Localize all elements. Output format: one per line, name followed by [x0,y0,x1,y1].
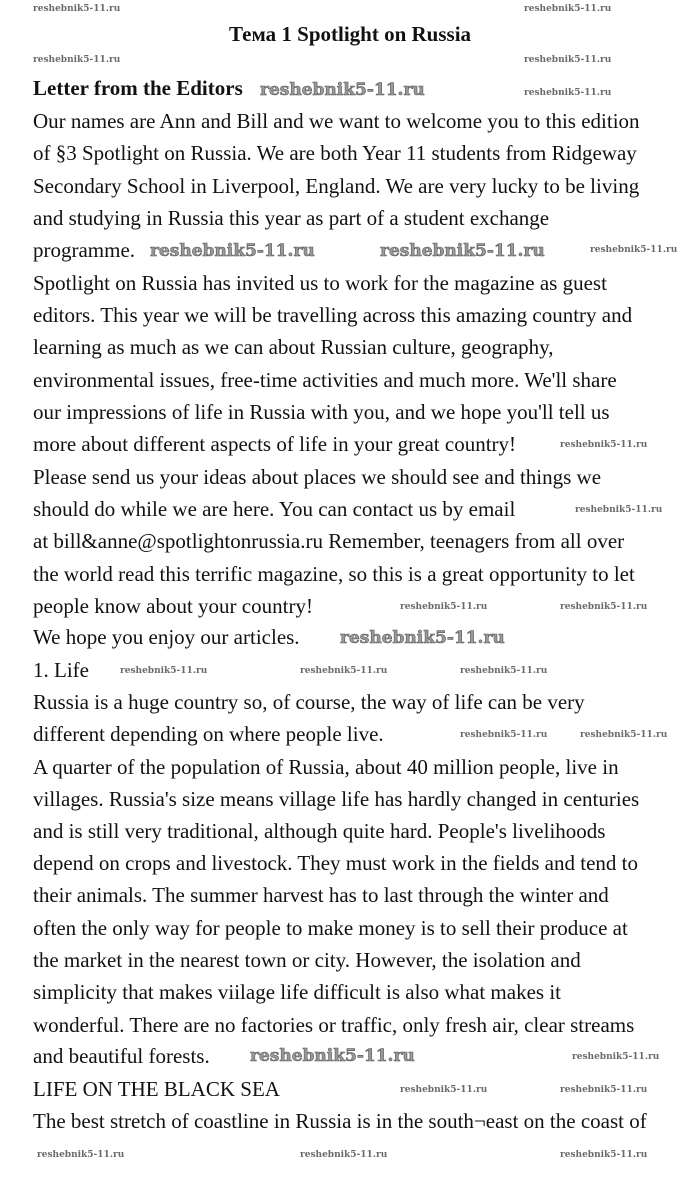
text-line: should do while we are here. You can contact us by email [33,497,516,521]
text-line: environmental issues, free-time activities and much more. We'll share [33,368,617,392]
text-line: of §3 Spotlight on Russia. We are both Year 11 students from Ridgeway [33,141,637,165]
watermark: reshebnik5-11.ru [560,1085,648,1095]
watermark: reshebnik5-11.ru [33,55,121,65]
text-line: our impressions of life in Russia with you, and we hope you'll tell us [33,400,610,424]
watermark: reshebnik5-11.ru [575,505,663,515]
text-line: more about different aspects of life in your great country! [33,432,517,456]
watermark: reshebnik5-11.ru [560,1150,648,1160]
text-line: the market in the nearest town or city. However, the isolation and [33,948,581,972]
watermark: reshebnik5-11.ru [37,1150,125,1160]
watermark: reshebnik5-11.ru [33,4,121,14]
watermark: reshebnik5-11.ru [580,730,668,740]
watermark: reshebnik5-11.ru [560,602,648,612]
watermark: reshebnik5-11.ru [460,666,548,676]
text-line: their animals. The summer harvest has to last through the winter and [33,883,609,907]
watermark: reshebnik5-11.ru [400,1085,488,1095]
text-line: Secondary School in Liverpool, England. We are very lucky to be living [33,174,640,198]
text-line: A quarter of the population of Russia, about 40 million people, live in [33,755,619,779]
watermark: reshebnik5-11.ru [150,241,315,261]
text-line: The best stretch of coastline in Russia is in the south¬east on the coast of [33,1109,647,1133]
watermark: reshebnik5-11.ru [560,440,648,450]
text-line: and is still very traditional, although quite hard. People's livelihoods [33,819,606,843]
text-line: and studying in Russia this year as part of a student exchange [33,206,550,230]
watermark: reshebnik5-11.ru [260,80,425,100]
text-line: people know about your country! [33,594,313,618]
text-line: the world read this terrific magazine, so this is a great opportunity to let [33,562,635,586]
text-line: Please send us your ideas about places we should see and things we [33,465,602,489]
watermark: reshebnik5-11.ru [340,628,505,648]
text-line: programme. [33,238,136,262]
text-line: simplicity that makes viilage life difficult is also what makes it [33,980,562,1004]
section-heading: Letter from the Editors [33,76,243,100]
watermark: reshebnik5-11.ru [524,55,612,65]
text-line: often the only way for people to make money is to sell their produce at [33,916,628,940]
text-line: depend on crops and livestock. They must work in the fields and tend to [33,851,638,875]
watermark: reshebnik5-11.ru [250,1046,415,1066]
text-line: at bill&anne@spotlightonrussia.ru Remember, teenagers from all over [33,529,625,553]
text-line: learning as much as we can about Russian culture, geography, [33,335,554,359]
watermark: reshebnik5-11.ru [524,4,612,14]
watermark: reshebnik5-11.ru [380,241,545,261]
page-title: Тема 1 Spotlight on Russia [228,22,472,46]
watermark: reshebnik5-11.ru [300,666,388,676]
watermark: reshebnik5-11.ru [460,730,548,740]
text-line: and beautiful forests. [33,1044,210,1068]
text-line: villages. Russia's size means village life has hardly changed in centuries [33,787,640,811]
watermark: reshebnik5-11.ru [590,245,678,255]
watermark: reshebnik5-11.ru [400,602,488,612]
watermark: reshebnik5-11.ru [572,1052,660,1062]
text-line: 1. Life [33,658,89,682]
text-line: Russia is a huge country so, of course, the way of life can be very [33,690,585,714]
text-line: We hope you enjoy our articles. [33,625,300,649]
watermark: reshebnik5-11.ru [524,88,612,98]
watermark: reshebnik5-11.ru [300,1150,388,1160]
watermark: reshebnik5-11.ru [120,666,208,676]
text-line: Our names are Ann and Bill and we want to welcome you to this edition [33,109,640,133]
text-line: LIFE ON THE BLACK SEA [33,1077,280,1101]
text-line: editors. This year we will be travelling across this amazing country and [33,303,633,327]
text-line: different depending on where people live. [33,722,384,746]
text-line: Spotlight on Russia has invited us to work for the magazine as guest [33,271,607,295]
text-line: wonderful. There are no factories or traffic, only fresh air, clear streams [33,1013,635,1037]
